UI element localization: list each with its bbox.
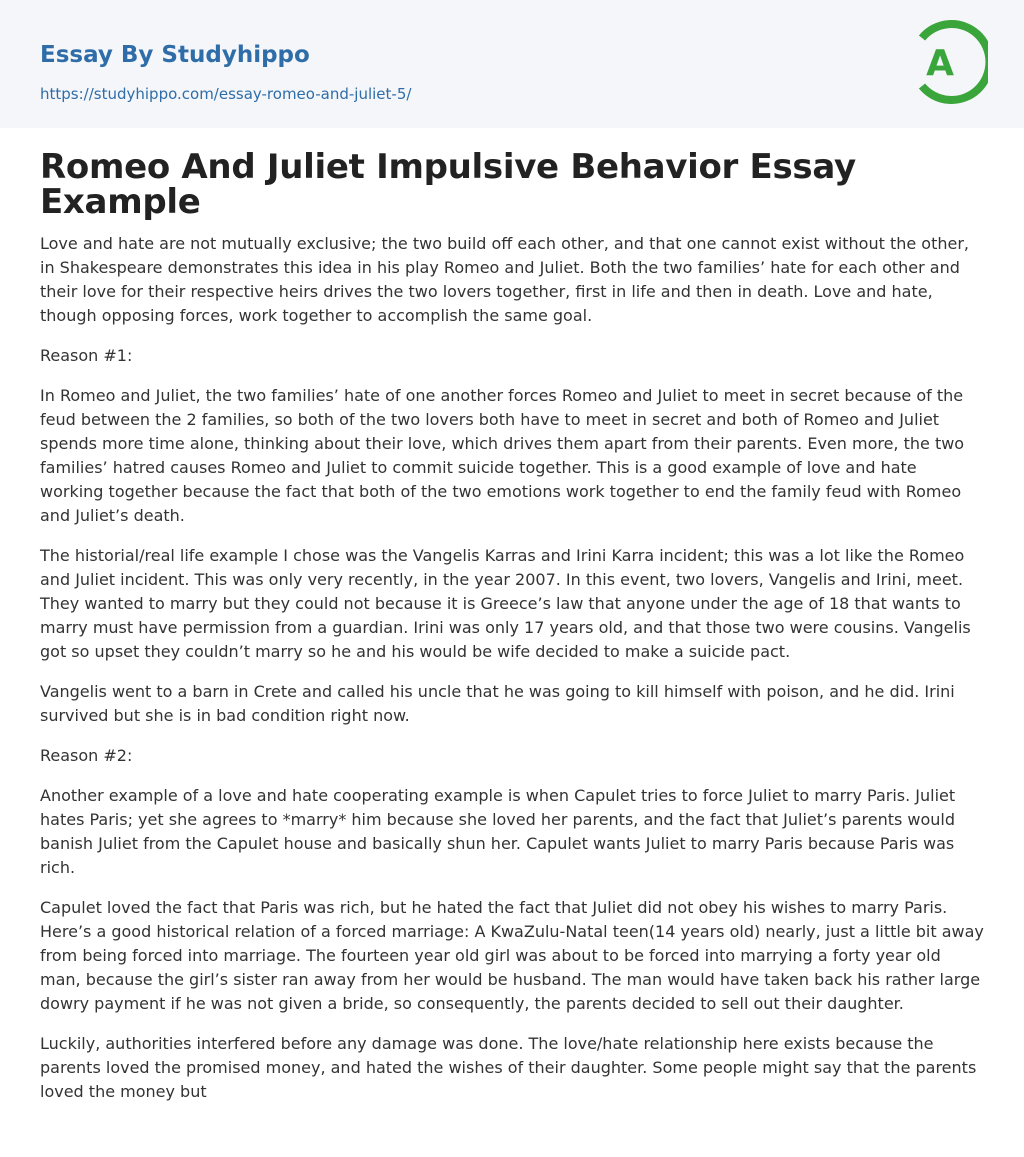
article-paragraph: Capulet loved the fact that Paris was rich, but he hated the fact that Juliet did not obey his wishes to marry Paris. Here’s a good historical relation of a forced marriage: A KwaZulu-Natal teen(14 years old) nearly, just a little bit away from being forced into marriage. The fourteen year old girl was about to be forced into marrying a forty year old man, because the girl’s sister ran away from her would be husband. The man would have taken back his rather large dowry payment if he was not given a bride, so consequently, the parents decided to sell out their daughter. [40,898,984,1013]
article-paragraph: The historial/real life example I chose was the Vangelis Karras and Irini Karra incident; this was a lot like the Romeo and Juliet incident. This was only very recently, in the year 2007. In this event, two lovers, Vangelis and Irini, meet. They wanted to marry but they could not because it is Greece’s law that anyone under the age of 18 that wants to marry must have permission from a guardian. Irini was only 17 years old, and that those two were cousins. Vangelis got so upset they couldn’t marry so he and his would be wife decided to make a suicide pact. [40,546,971,661]
article-paragraph: In Romeo and Juliet, the two families’ hate of one another forces Romeo and Juliet to meet in secret because of the feud between the 2 families, so both of the two lovers both have to meet in secret and both of Romeo and Juliet spends more time alone, thinking about their love, which drives them apart from their parents. Even more, the two families’ hatred causes Romeo and Juliet to commit suicide together. This is a good example of love and hate working together because the fact that both of the two emotions work together to end the family feud with Romeo and Juliet’s death. [40,386,965,525]
article-title: Romeo And Juliet Impulsive Behavior Essay Example [40,147,856,222]
article-paragraph: Luckily, authorities interfered before any damage was done. The love/hate relationship here exists because the parents loved the promised money, and hated the wishes of their daughter. Some people might say that the parents loved the money but [40,1034,977,1101]
studyhippo-logo-icon[interactable] [912,18,988,106]
article-paragraph: Vangelis went to a barn in Crete and called his uncle that he was going to kill himself with poison, and he did. Irini survived but she is in bad condition right now. [40,682,955,725]
logo-letter: A [926,43,954,84]
section-heading-reason-2: Reason #2: [40,746,133,765]
article [0,128,1024,1104]
article-paragraph: Another example of a love and hate cooperating example is when Capulet tries to force Juliet to marry Paris. Juliet hates Paris; yet she agrees to *marry* him because she loved her parents, and the fact that Juliet’s parents would banish Juliet from the Capulet house and basically shun her. Capulet wants Juliet to marry Paris because Paris was rich. [40,786,956,877]
site-header [0,0,1024,128]
site-brand[interactable]: Essay By Studyhippo [40,42,310,68]
section-heading-reason-1: Reason #1: [40,346,133,365]
article-paragraph: Love and hate are not mutually exclusive; the two build off each other, and that one cannot exist without the other, in Shakespeare demonstrates this idea in his play Romeo and Juliet. Both the two families’ hate for each other and their love for their respective heirs drives the two lovers together, first in life and then in death. Love and hate, though opposing forces, work together to accomplish the same goal. [40,234,969,325]
page-url-link[interactable]: https://studyhippo.com/essay-romeo-and-juliet-5/ [40,85,412,103]
